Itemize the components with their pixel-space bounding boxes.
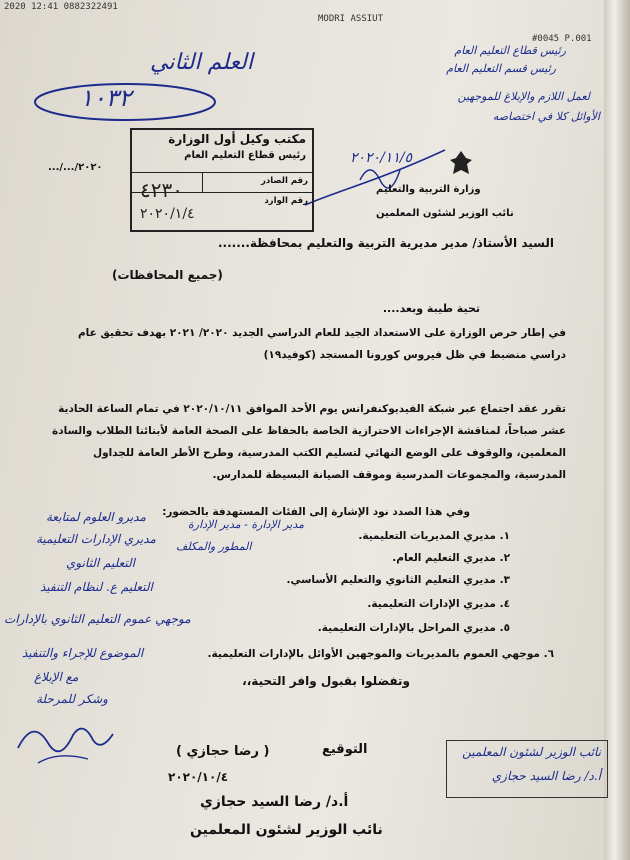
note-line-4: الأوائل كلا في اختصاصه <box>492 110 600 123</box>
stamp-subtitle: رئيس قطاع التعليم العام <box>184 150 306 161</box>
handwritten-left-2: مديري الإدارات التعليمية <box>36 532 156 546</box>
stamp-issued-label: رقم الصادر <box>260 176 308 186</box>
paragraph-3: وفي هذا الصدد نود الإشارة إلى الفئات المستهدفة بالحضور: <box>162 506 470 518</box>
date-scribble: ٢٠٢٠/١١/٥ <box>350 150 413 166</box>
diagonal-signature-stroke <box>300 140 450 210</box>
signer-title: نائب الوزير لشئون المعلمين <box>190 822 383 838</box>
handwritten-left-7: مع الإبلاغ <box>34 670 79 684</box>
note-line-1: رئيس قطاع التعليم العام <box>454 44 566 57</box>
handwritten-left-1: مديرو العلوم لمتابعة <box>46 510 146 524</box>
attendee-2: ٢. مديري التعليم العام. <box>392 552 510 564</box>
fax-header-right: #0045 P.001 <box>532 34 592 44</box>
fax-header-center: MODRI ASSIUT <box>318 14 384 24</box>
signer-name: أ.د/ رضا السيد حجازي <box>200 794 349 810</box>
page-fold-shadow <box>604 0 630 860</box>
stamp-issued-value: ٤٢٣٠ <box>140 178 183 202</box>
note-line-3: لعمل اللازم والإبلاغ للموجهين <box>457 90 590 103</box>
greeting: تحية طيبة وبعد.... <box>382 302 480 315</box>
stamp-ministry-label: رقم الوارد <box>264 196 308 206</box>
paragraph-2: تقرر عقد اجتماع عبر شبكة الفيديوكنفرانس يوم الأحد الموافق ٢٠٢٠/١٠/١١ في تمام الساعة الحادية عشر صباحاً، لمناقشة الإجراءات الاحترازية الخاصة بالحفاظ على الصحة العامة لأبنائنا الطلاب والسادة المعلمين، والوقوف على الوضع النهائي لتسليم الكتب المدرسية، وطرح الأطر العامة للجداول المدرسية، والمجموعات المدرسية وموقف الصيانة البسيطة للمدارس. <box>52 403 566 481</box>
incoming-stamp <box>130 128 314 232</box>
note-line-2: رئيس قسم التعليم العام <box>446 62 556 75</box>
handwritten-stamp-box <box>446 740 608 798</box>
attendee-3: ٣. مديري التعليم الثانوي والتعليم الأساسي. <box>286 574 510 586</box>
handwritten-left-6: الموضوع للإجراء والتنفيذ <box>22 646 144 660</box>
handwritten-left-3: التعليم الثانوي <box>66 556 135 570</box>
signature-scribble: ( رضا حجازي ) <box>176 744 270 759</box>
sign-box-line1: نائب الوزير لشئون المعلمين <box>462 745 601 759</box>
attendee-5: ٥. مديري المراحل بالإدارات التعليمية. <box>317 622 510 634</box>
addressee: السيد الأستاذ/ مدير مديرية التربية والتعليم بمحافظة....... <box>217 236 554 250</box>
attendee-4: ٤. مديري الإدارات التعليمية. <box>367 598 510 610</box>
handwritten-top-label: العلم الثاني <box>150 50 253 75</box>
left-signature-scribble <box>8 708 118 768</box>
eagle-logo-icon <box>446 148 476 178</box>
date-line: ٢٠٢٠/.../... <box>48 162 103 173</box>
stamp-divider <box>202 173 203 193</box>
stamp-ministry-value: ٢٠٢٠/١/٤ <box>140 206 195 222</box>
attendee-6: ٦. موجهي العموم بالمديريات والموجهين الأوائل بالإدارات التعليمية. <box>207 648 554 660</box>
attendee-1: ١. مديري المديريات التعليمية. <box>358 530 510 542</box>
stamp-title: مكتب وكيل أول الوزارة <box>168 132 306 146</box>
circled-number: ١٠٣٢ <box>80 84 132 112</box>
signature-date: ٢٠٢٠/١٠/٤ <box>168 770 229 784</box>
letterhead-office: نائب الوزير لشئون المعلمين <box>376 208 514 219</box>
paragraph-1: في إطار حرص الوزارة على الاستعداد الجيد للعام الدراسي الجديد ٢٠٢٠/ ٢٠٢١ بهدف تحقيق عام دراسي منضبط في ظل فيروس كورونا المستجد (كوفيد١٩) <box>77 327 566 361</box>
handwritten-left-8: وشكر للمرحلة <box>36 692 108 706</box>
sign-box-line2: أ.د/ رضا السيد حجازي <box>491 769 601 783</box>
handwritten-middle-1: مدير الإدارة - مدير الإدارة <box>188 518 305 531</box>
fax-header-left: 2020 12:41 0882322491 <box>4 2 118 12</box>
letterhead-ministry: وزارة التربية والتعليم <box>376 184 481 195</box>
all-governorates: (جميع المحافظات) <box>112 268 223 282</box>
handwritten-middle-2: المطور والمكلف <box>176 540 252 553</box>
handwritten-left-4: التعليم ع. لنظام التنفيذ <box>40 580 153 594</box>
closing: وتفضلوا بقبول وافر التحية،، <box>242 674 410 688</box>
handwritten-left-5: موجهي عموم التعليم الثانوي بالإدارات <box>4 612 191 626</box>
signature-label: التوقيع <box>322 742 368 757</box>
